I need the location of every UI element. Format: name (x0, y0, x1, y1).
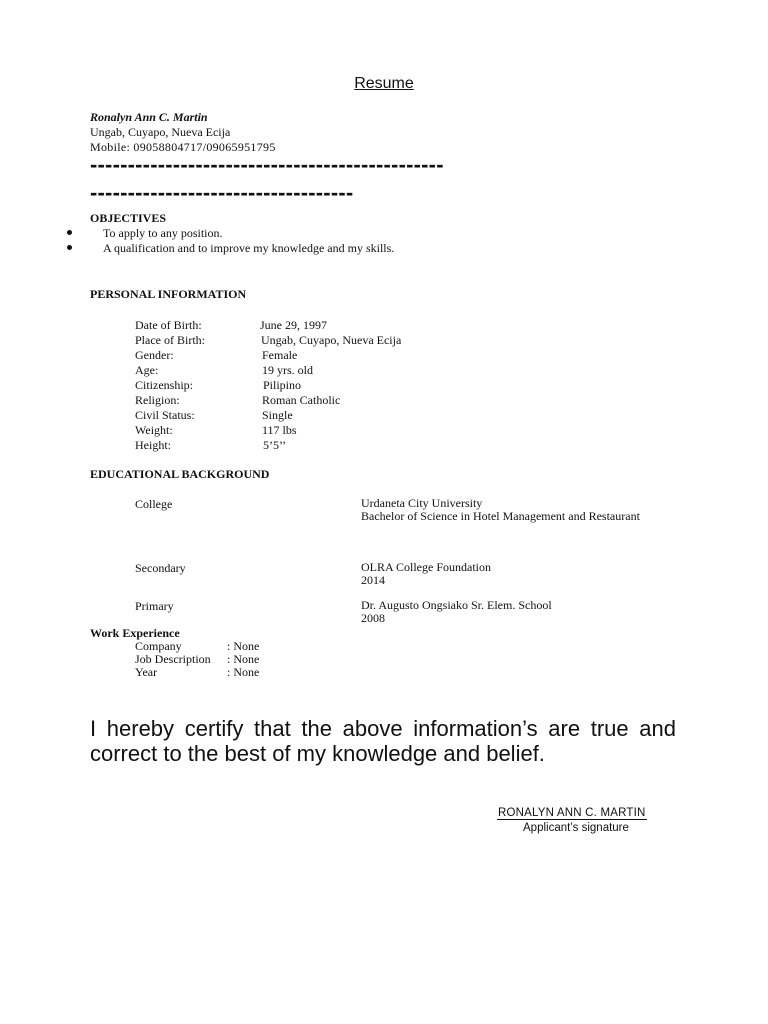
citizenship-value: Pilipino (263, 378, 302, 392)
year-value: : None (227, 665, 260, 679)
company-value: : None (227, 639, 260, 653)
objectives-heading: OBJECTIVES (90, 211, 167, 225)
certification-statement: I hereby certify that the above information’s are true and correct to the best of my knowledge and belief. (90, 716, 676, 766)
pob-value: Ungab, Cuyapo, Nueva Ecija (261, 333, 402, 347)
applicant-address: Ungab, Cuyapo, Nueva Ecija (90, 125, 231, 139)
job-description-value: : None (227, 652, 260, 666)
primary-year: 2008 (361, 611, 385, 625)
work-experience-heading: Work Experience (90, 626, 180, 640)
pob-label: Place of Birth: (135, 333, 205, 347)
college-school: Urdaneta City University (361, 496, 483, 510)
job-description-label: Job Description (135, 652, 211, 666)
primary-school: Dr. Augusto Ongsiako Sr. Elem. School (361, 598, 552, 612)
applicant-name: Ronalyn Ann C. Martin (90, 110, 208, 124)
secondary-school: OLRA College Foundation (361, 560, 491, 574)
secondary-label: Secondary (135, 561, 186, 575)
objective-item (67, 226, 222, 241)
personal-information-heading: PERSONAL INFORMATION (90, 287, 247, 301)
primary-label: Primary (135, 599, 174, 613)
weight-value: 117 lbs (262, 423, 297, 437)
religion-label: Religion: (135, 393, 180, 407)
age-value: 19 yrs. old (262, 363, 313, 377)
objective-text: A qualification and to improve my knowledge and my skills. (103, 241, 395, 255)
applicant-mobile: Mobile: 09058804717/09065951795 (90, 140, 276, 154)
educational-background-heading: EDUCATIONAL BACKGROUND (90, 467, 270, 481)
signature-label: Applicant’s signature (523, 822, 629, 834)
civil-status-label: Civil Status: (135, 408, 195, 422)
bullet-icon (67, 230, 72, 235)
height-label: Height: (135, 438, 171, 452)
weight-label: Weight: (135, 423, 173, 437)
college-degree: Bachelor of Science in Hotel Management and Restaurant (361, 509, 640, 523)
religion-value: Roman Catholic (262, 393, 341, 407)
signature-name: RONALYN ANN C. MARTIN (498, 807, 646, 819)
dashed-divider-line-1: ----------------------------------------------- (90, 152, 444, 177)
gender-label: Gender: (135, 348, 174, 362)
gender-value: Female (262, 348, 298, 362)
company-label: Company (135, 639, 182, 653)
secondary-year: 2014 (361, 573, 385, 587)
college-label: College (135, 497, 173, 511)
civil-status-value: Single (262, 408, 293, 422)
height-value: 5’5’’ (263, 438, 287, 452)
dob-value: June 29, 1997 (260, 318, 327, 332)
age-label: Age: (135, 363, 159, 377)
bullet-icon (67, 245, 72, 250)
citizenship-label: Citizenship: (135, 378, 193, 392)
document-title: Resume (354, 75, 414, 92)
dashed-divider-line-2: ----------------------------------- (90, 180, 354, 205)
objective-item (67, 241, 394, 256)
year-label: Year (135, 665, 158, 679)
objective-text: To apply to any position. (103, 226, 223, 240)
dob-label: Date of Birth: (135, 318, 202, 332)
